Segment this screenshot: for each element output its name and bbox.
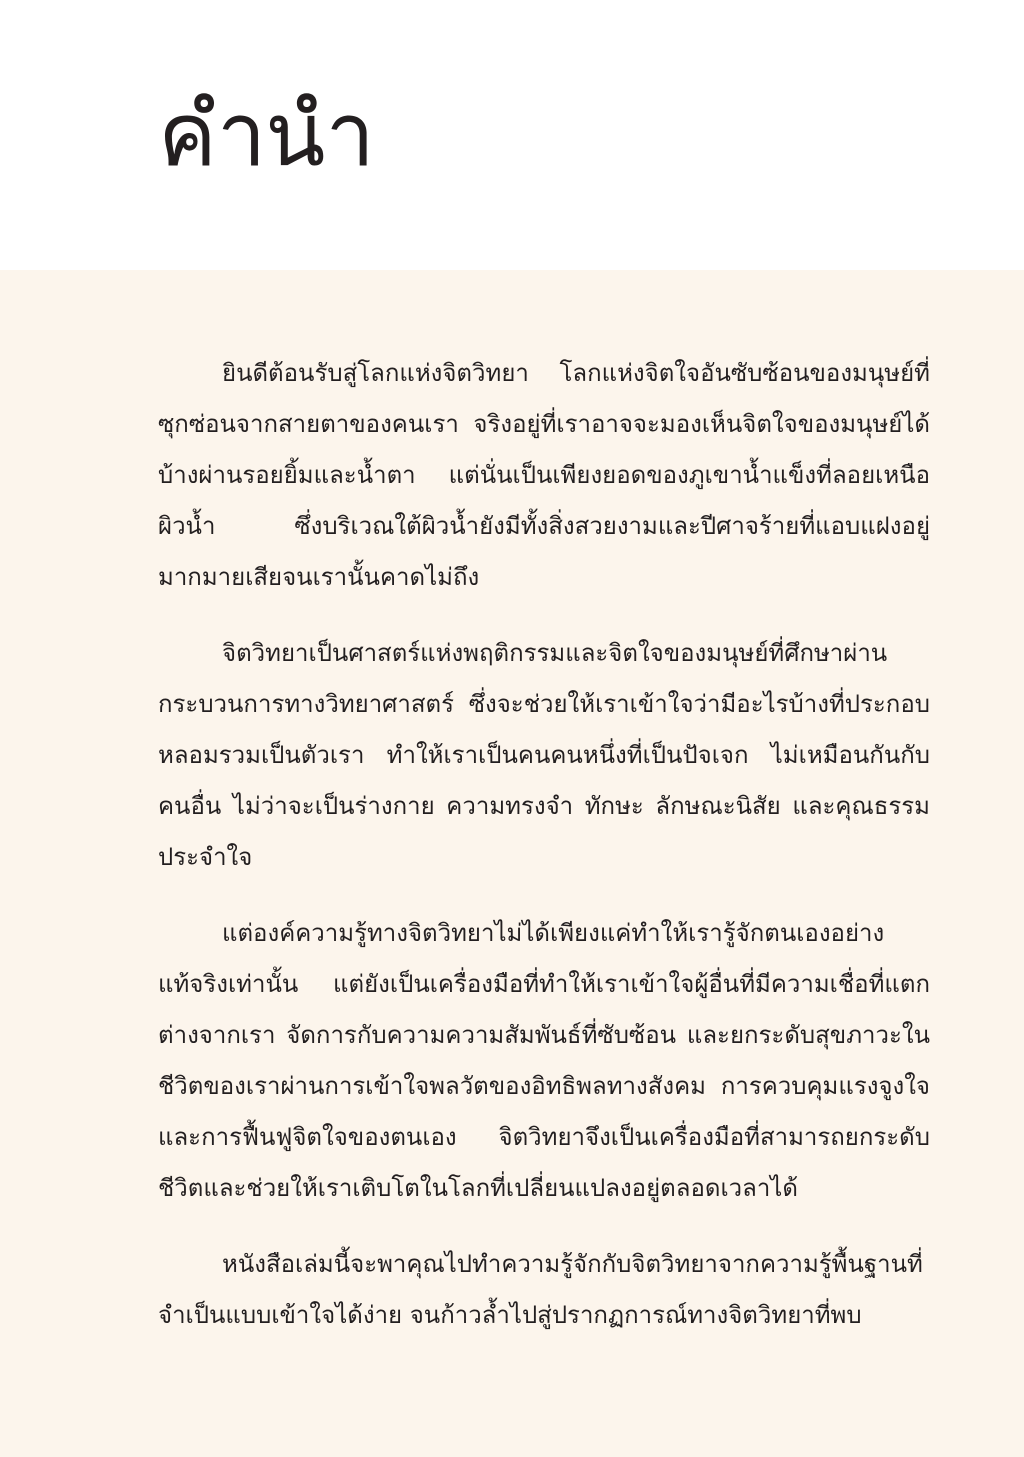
paragraph: จิตวิทยาเป็นศาสตร์แห่งพฤติกรรมและจิตใจของมนุษย์ที่ศึกษาผ่านกระบวนการทางวิทยาศาสตร์ ซึ่งจะช่วยให้เราเข้าใจว่ามีอะไรบ้างที่ประกอบหลอมรวมเป็นตัวเรา ทำให้เราเป็นคนคนหนึ่งที่เป็นปัจเจก ไม่เหมือนกันกับคนอื่น ไม่ว่าจะเป็นร่างกาย ความทรงจำ ทักษะ ลักษณะนิสัย และคุณธรรมประจำใจ [158, 639, 930, 871]
paragraph: แต่องค์ความรู้ทางจิตวิทยาไม่ได้เพียงแค่ทำให้เรารู้จักตนเองอย่างแท้จริงเท่านั้น แต่ยังเป็นเครื่องมือที่ทำให้เราเข้าใจผู้อื่นที่มีความเชื่อที่แตกต่างจากเรา จัดการกับความความสัมพันธ์ที่ซับซ้อน และยกระดับสุขภาวะในชีวิตของเราผ่านการเข้าใจพลวัตของอิทธิพลทางสังคม การควบคุมแรงจูงใจและการฟื้นฟูจิตใจของตนเอง จิตวิทยาจึงเป็นเครื่องมือที่สามารถยกระดับชีวิตและช่วยให้เราเติบโตในโลกที่เปลี่ยนแปลงอยู่ตลอดเวลาได้ [158, 919, 930, 1202]
preface-text [158, 348, 930, 1366]
page-title: คำนำ [158, 83, 374, 186]
title-header [0, 0, 1024, 270]
paragraph: ยินดีต้อนรับสู่โลกแห่งจิตวิทยา โลกแห่งจิตใจอันซับซ้อนของมนุษย์ที่ซุกซ่อนจากสายตาของคนเรา จริงอยู่ที่เราอาจจะมองเห็นจิตใจของมนุษย์ได้บ้างผ่านรอยยิ้มและน้ำตา แต่นั่นเป็นเพียงยอดของภูเขาน้ำแข็งที่ลอยเหนือผิวน้ำ ซึ่งบริเวณใต้ผิวน้ำยังมีทั้งสิ่งสวยงามและปีศาจร้ายที่แอบแฝงอยู่มากมายเสียจนเรานั้นคาดไม่ถึง [158, 359, 930, 591]
paragraph: หนังสือเล่มนี้จะพาคุณไปทำความรู้จักกับจิตวิทยาจากความรู้พื้นฐานที่จำเป็นแบบเข้าใจได้ง่าย จนก้าวล้ำไปสู่ปรากฏการณ์ทางจิตวิทยาที่พบ [158, 1250, 923, 1329]
